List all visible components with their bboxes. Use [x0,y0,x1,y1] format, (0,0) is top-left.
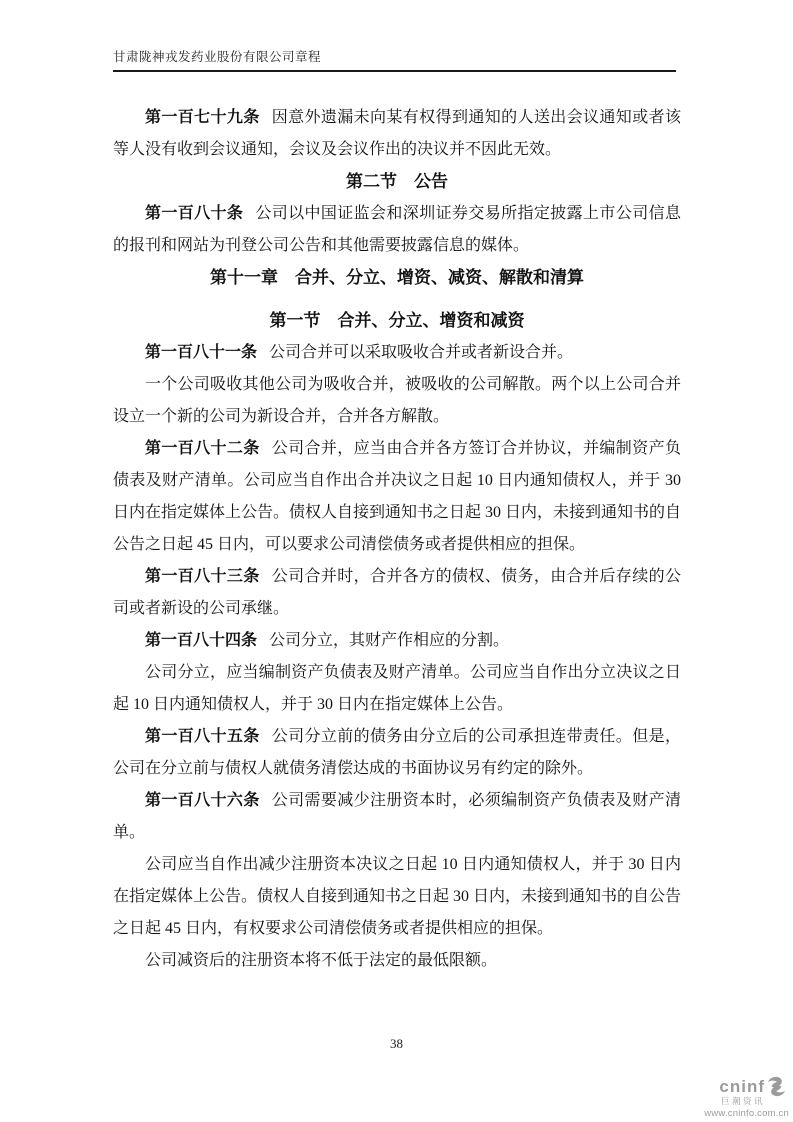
article-text: 公司分立，其财产作相应的分割。 [269,632,510,649]
article-number: 第一百八十五条 [145,728,260,745]
cninfo-logo-row [669,1076,789,1097]
article-number: 第一百八十三条 [145,568,260,585]
cninfo-logo [669,1076,789,1119]
section-heading-announcements: 第二节 公告 [346,172,448,191]
cninfo-url: www.cninfo.com.cn [704,1108,789,1119]
cninfo-brand-text: cninf [719,1076,765,1096]
article-number: 第一百八十一条 [145,344,258,361]
article-number: 第一百八十六条 [145,792,260,809]
article-number: 第一百八十二条 [145,440,260,457]
cninfo-swirl-icon [766,1076,787,1097]
section-heading-merger: 第一节 合并、分立、增资和减资 [269,311,525,330]
article-paragraph-183 [113,561,681,625]
article-text: 因意外遗漏未向某有权得到通知的人送出会议通知或者该等人没有收到会议通知，会议及会议作出的决议并不因此无效。 [113,109,681,158]
article-text: 公司需要减少注册资本时，必须编制资产负债表及财产清单。 [113,792,681,841]
article-paragraph-180 [113,198,681,262]
article-paragraph-185 [113,721,681,785]
page-number: 38 [390,1036,403,1051]
document-header [113,50,676,72]
body-paragraph: 公司分立，应当编制资产负债表及财产清单。公司应当自作出分立决议之日起 10 日内通知债权人，并于 30 日内在指定媒体上公告。 [113,664,681,713]
article-text: 公司合并时，合并各方的债权、债务，由合并后存续的公司或者新设的公司承继。 [113,568,681,617]
article-text: 公司合并可以采取吸收合并或者新设合并。 [269,344,574,361]
article-paragraph-179 [113,102,681,166]
article-paragraph-181 [113,337,681,369]
article-paragraph-182 [113,433,681,561]
article-number: 第一百七十九条 [145,109,260,126]
article-number: 第一百八十四条 [145,632,258,649]
article-text: 公司合并，应当由合并各方签订合并协议，并编制资产负债表及财产清单。公司应当自作出合并决议之日起 10 日内通知债权人，并于 30 日内在指定媒体上公告。债权人自接到通知书之日起 30 日内，未接到通知书的自公告之日起 45 日内，可以要求公司清偿债务或者提供相应的担保。 [113,440,682,553]
article-text: 公司以中国证监会和深圳证券交易所指定披露上市公司信息的报刊和网站为刊登公司公告和其他需要披露信息的媒体。 [113,205,681,254]
body-paragraph: 一个公司吸收其他公司为吸收合并，被吸收的公司解散。两个以上公司合并设立一个新的公司为新设合并，合并各方解散。 [113,376,681,425]
body-paragraph: 公司应当自作出减少注册资本决议之日起 10 日内通知债权人，并于 30 日内在指定媒体上公告。债权人自接到通知书之日起 30 日内，未接到通知书的自公告之日起 45 日内，有权要求公司清偿债务或者提供相应的担保。 [113,856,682,937]
article-paragraph-184 [113,625,681,657]
cninfo-chinese-name: 巨潮资讯 [720,1096,765,1106]
article-text: 公司分立前的债务由分立后的公司承担连带责任。但是，公司在分立前与债权人就债务清偿达成的书面协议另有约定的除外。 [113,728,681,777]
document-body [113,102,681,977]
body-paragraph: 公司减资后的注册资本将不低于法定的最低限额。 [145,952,498,969]
article-number: 第一百八十条 [145,205,244,222]
document-title: 甘肃陇神戎发药业股份有限公司章程 [113,50,322,64]
chapter-heading-11: 第十一章 合并、分立、增资、减资、解散和清算 [210,268,584,287]
article-paragraph-186 [113,785,681,849]
